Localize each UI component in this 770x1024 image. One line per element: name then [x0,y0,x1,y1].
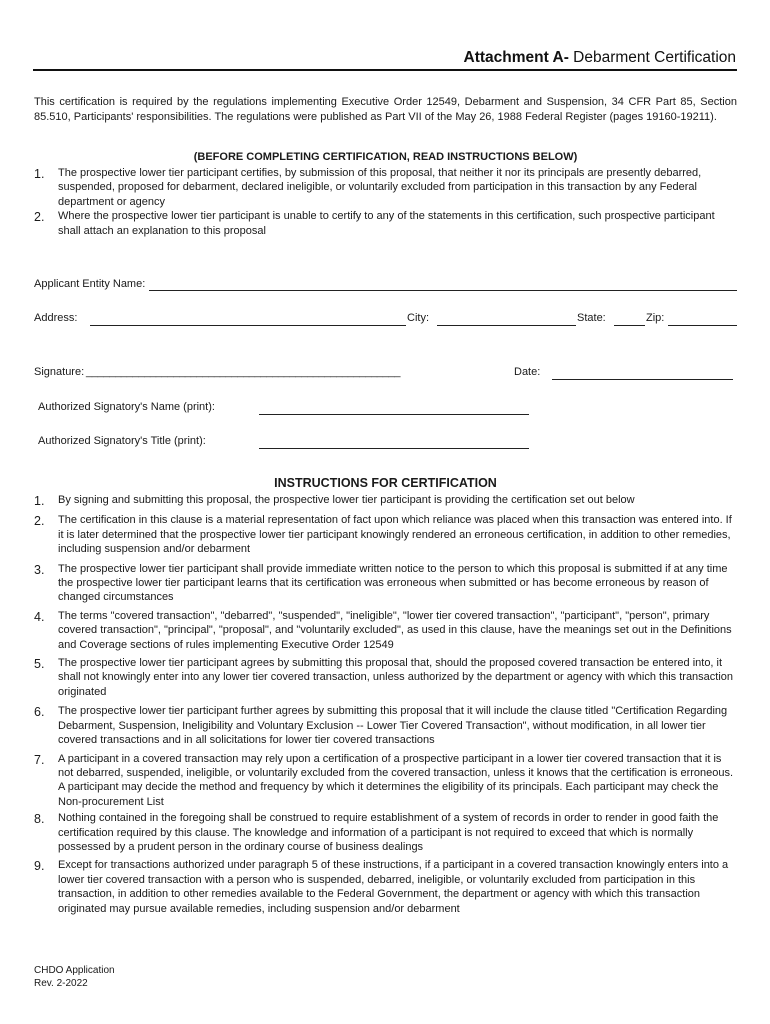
title-bold: Attachment A- [463,49,569,66]
instruction-item [34,752,737,810]
date-field[interactable] [552,379,733,380]
instruction-item [34,858,737,916]
item-number: 5. [34,657,45,672]
item-text: A participant in a covered transaction may rely upon a certification of a prospective participant in a lower tier covered transaction that it is not debarred, suspended, ineligible, or voluntarily excluded from the covered transaction, unless it knows that the certification is erroneous. A participant may decide the method and frequency by which it determines the eligibility of its principals. Each participant may check the Non-procurement List [58,752,734,808]
item-number: 2. [34,514,45,529]
item-text: The prospective lower tier participant certifies, by submission of this proposal, that neither it nor its principals are presently debarred, suspended, proposed for debarment, declared ineligible, or voluntarily excluded from participation in this transaction by any Federal department or agency [58,167,702,208]
item-number: 4. [34,609,45,624]
signature-field[interactable]: ______________________________________________________ [86,366,401,378]
page-title [464,49,736,67]
instructions-list [34,493,737,916]
address-label: Address: [34,312,78,324]
item-text: The terms "covered transaction", "debarred", "suspended", "ineligible", "lower tier covered transaction", "participant", "person", primary covered transaction", "principal", "proposal", and "voluntarily excluded", as used in this clause, have the meanings set out in the Definitions and Coverage sections of rules implementing Executive Order 12549 [58,609,732,651]
item-text: The prospective lower tier participant agrees by submitting this proposal that, should the proposed covered transaction be entered into, it shall not knowingly enter into any lower tier covered transaction, unless authorized by the department or agency with which this transaction originated [58,657,734,698]
item-text: The prospective lower tier participant shall provide immediate written notice to the person to which this proposal is submitted if at any time the prospective lower tier participant learns that its certification was erroneous when submitted or has become erroneous by reason of changed circumstances [58,562,728,604]
zip-field[interactable] [668,325,737,326]
instruction-item [34,493,737,507]
state-label: State: [577,312,606,324]
item-text: Where the prospective lower tier participant is unable to certify to any of the statements in this certification, such prospective participant shall attach an explanation to this proposal [58,210,715,237]
footer-revision: Rev. 2-2022 [34,977,88,989]
signatory-title-label: Authorized Signatory's Title (print): [38,435,206,447]
item-number: 3. [34,562,45,577]
item-number: 6. [34,705,45,720]
city-label: City: [407,312,429,324]
item-number: 9. [34,859,45,874]
signatory-title-field[interactable] [259,448,529,449]
signatory-name-field[interactable] [259,414,529,415]
signatory-name-label: Authorized Signatory's Name (print): [38,401,215,413]
instruction-item [34,513,737,556]
title-rest: Debarment Certification [568,49,736,66]
item-text: The certification in this clause is a material representation of fact upon which reliance was placed when this transaction was entered into. If it is later determined that the prospective lower tier participant knowingly rendered an erroneous certification, in addition to other remedies, including suspension and/or debarment [58,514,732,556]
item-number: 1. [34,167,45,181]
instruction-item [34,562,737,605]
date-label: Date: [514,366,541,378]
item-text: Nothing contained in the foregoing shall be construed to require establishment of a system of records in order to render in good faith the certification required by this clause. The knowledge and information of a participant is not required to exceed that which is normally possessed by a prudent person in the ordinary course of business dealings [58,812,719,853]
certification-item [34,209,737,238]
signature-label: Signature: [34,366,85,378]
item-text: Except for transactions authorized under paragraph 5 of these instructions, if a participant in a covered transaction knowingly enters into a lower tier covered transaction with a person who is suspended, debarred, ineligible, or voluntarily excluded from participation in this transaction, in addition to other remedies available to the Federal Government, the department or agency with which this transaction originated may pursue available remedies, including suspension and/or debarment [58,859,729,915]
applicant-entity-name-field[interactable] [149,290,737,291]
applicant-entity-name-label: Applicant Entity Name: [34,278,146,290]
title-divider [33,69,737,71]
city-field[interactable] [437,325,576,326]
instruction-item [34,609,737,652]
item-number: 7. [34,752,45,767]
certification-list [34,166,737,238]
item-number: 8. [34,812,45,827]
item-number: 1. [34,494,45,508]
certification-item [34,166,737,209]
before-completing-heading: (BEFORE COMPLETING CERTIFICATION, READ INSTRUCTIONS BELOW) [193,151,578,163]
item-text: By signing and submitting this proposal, the prospective lower tier participant is providing the certification set out below [58,494,635,506]
zip-label: Zip: [646,312,665,324]
item-text: The prospective lower tier participant further agrees by submitting this proposal that it will include the clause titled "Certification Regarding Debarment, Suspension, Ineligibility and Voluntary Exclusion -- Lower Tier Covered Transaction", without modification, in all lower tier covered transactions and in all solicitations for lower tier covered transactions [58,705,728,747]
state-field[interactable] [614,325,645,326]
instruction-item [34,811,737,854]
item-number: 2. [34,210,45,225]
address-field[interactable] [90,325,406,326]
intro-paragraph: This certification is required by the regulations implementing Executive Order 12549, Debarment and Suspension, 34 CFR Part 85, Section 85.510, Participants' responsibilities. The regulations were published as Part VII of the May 26, 1988 Federal Register (pages 19160-19211). [34,96,737,123]
footer-application-name: CHDO Application [34,965,115,976]
page-footer [34,965,115,990]
instruction-item [34,656,737,699]
instruction-item [34,704,737,747]
instructions-heading: INSTRUCTIONS FOR CERTIFICATION [274,476,497,490]
